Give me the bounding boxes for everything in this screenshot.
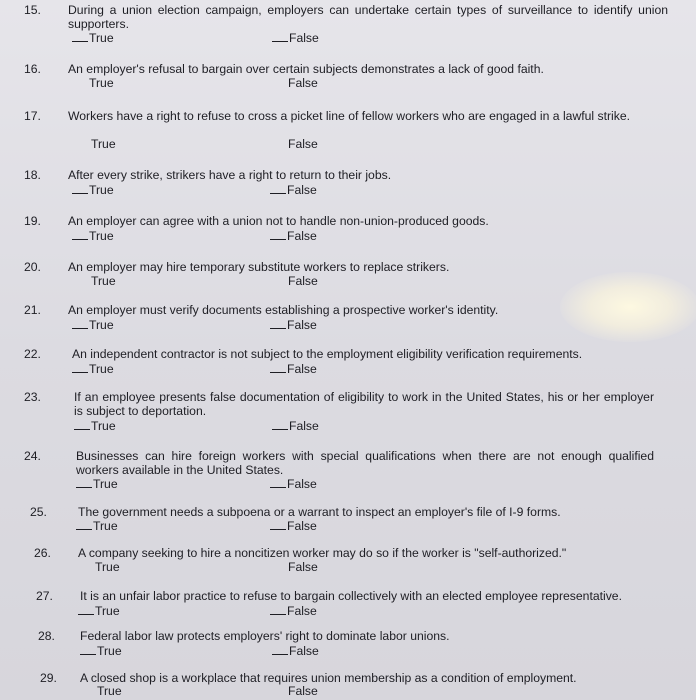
- question-number: 27.: [36, 589, 53, 603]
- answer-blank: [270, 604, 286, 615]
- question-number: 22.: [24, 347, 41, 361]
- false-option[interactable]: False: [288, 560, 318, 574]
- false-option[interactable]: False: [270, 477, 317, 492]
- true-option[interactable]: True: [76, 519, 118, 534]
- question-number: 19.: [24, 214, 41, 228]
- answer-blank: [270, 362, 286, 373]
- false-option[interactable]: False: [272, 419, 319, 434]
- false-option[interactable]: False: [288, 137, 318, 151]
- answer-blank: [272, 31, 288, 42]
- true-option[interactable]: True: [95, 560, 120, 574]
- question-text: An employer must verify documents establishing a prospective worker's identity.: [68, 303, 499, 317]
- false-option[interactable]: False: [270, 183, 317, 198]
- question-text: After every strike, strikers have a right to return to their jobs.: [68, 168, 392, 182]
- false-option[interactable]: False: [270, 519, 317, 534]
- question-text: Workers have a right to refuse to cross a picket line of fellow workers who are engaged in a lawful strike.: [68, 109, 631, 123]
- false-option[interactable]: False: [272, 31, 319, 46]
- question-number: 18.: [24, 168, 41, 182]
- true-option[interactable]: True: [72, 183, 114, 198]
- question-number: 21.: [24, 303, 41, 317]
- answer-blank: [72, 318, 88, 329]
- answer-blank: [270, 183, 286, 194]
- true-option[interactable]: True: [80, 644, 122, 659]
- question-number: 23.: [24, 390, 41, 404]
- question-number: 16.: [24, 62, 41, 76]
- answer-blank: [74, 419, 90, 430]
- answer-blank: [270, 318, 286, 329]
- question-number: 15.: [24, 3, 41, 17]
- true-option[interactable]: True: [72, 362, 114, 377]
- true-option[interactable]: True: [76, 477, 118, 492]
- false-option[interactable]: False: [288, 684, 318, 698]
- false-option[interactable]: False: [270, 318, 317, 333]
- true-option[interactable]: True: [97, 684, 122, 698]
- question-text: An employer's refusal to bargain over certain subjects demonstrates a lack of good faith.: [68, 62, 544, 76]
- question-text: An independent contractor is not subject to the employment eligibility verification requirements.: [72, 347, 583, 361]
- answer-blank: [72, 31, 88, 42]
- true-option[interactable]: True: [91, 274, 116, 288]
- false-option[interactable]: False: [270, 229, 317, 244]
- false-option[interactable]: False: [270, 604, 317, 619]
- true-option[interactable]: True: [72, 229, 114, 244]
- question-text: An employer can agree with a union not to handle non-union-produced goods.: [68, 214, 489, 228]
- answer-blank: [78, 604, 94, 615]
- question-text: It is an unfair labor practice to refuse to bargain collectively with an elected employee representative.: [80, 589, 622, 603]
- true-option[interactable]: True: [74, 419, 116, 434]
- question-text: An employer may hire temporary substitute workers to replace strikers.: [68, 260, 450, 274]
- false-option[interactable]: False: [270, 362, 317, 377]
- answer-blank: [72, 183, 88, 194]
- answer-blank: [272, 419, 288, 430]
- true-option[interactable]: True: [91, 137, 116, 151]
- question-number: 29.: [40, 671, 57, 685]
- answer-blank: [72, 362, 88, 373]
- false-option[interactable]: False: [288, 274, 318, 288]
- true-option[interactable]: True: [78, 604, 120, 619]
- answer-blank: [270, 477, 286, 488]
- false-option[interactable]: False: [272, 644, 319, 659]
- answer-blank: [272, 644, 288, 655]
- question-number: 25.: [30, 505, 47, 519]
- answer-blank: [270, 229, 286, 240]
- true-option[interactable]: True: [89, 76, 114, 90]
- question-text: A company seeking to hire a noncitizen worker may do so if the worker is "self-authorized.": [78, 546, 567, 560]
- true-option[interactable]: True: [72, 318, 114, 333]
- answer-blank: [76, 519, 92, 530]
- false-option[interactable]: False: [288, 76, 318, 90]
- answer-blank: [80, 644, 96, 655]
- question-text: Businesses can hire foreign workers with special qualifications when there are not enough qualified workers available in the United States.: [76, 449, 654, 477]
- question-text: During a union election campaign, employers can undertake certain types of surveillance to identify union supporters.: [68, 3, 668, 31]
- question-number: 26.: [34, 546, 51, 560]
- question-number: 20.: [24, 260, 41, 274]
- question-number: 28.: [38, 629, 55, 643]
- answer-blank: [72, 229, 88, 240]
- question-text: Federal labor law protects employers' right to dominate labor unions.: [80, 629, 450, 643]
- true-option[interactable]: True: [72, 31, 114, 46]
- question-text: If an employee presents false documentation of eligibility to work in the United States, his or her employer is subject to deportation.: [74, 390, 654, 418]
- answer-blank: [76, 477, 92, 488]
- answer-blank: [270, 519, 286, 530]
- question-number: 17.: [24, 109, 41, 123]
- question-number: 24.: [24, 449, 41, 463]
- question-text: A closed shop is a workplace that requires union membership as a condition of employment.: [80, 671, 577, 685]
- question-text: The government needs a subpoena or a warrant to inspect an employer's file of I-9 forms.: [78, 505, 561, 519]
